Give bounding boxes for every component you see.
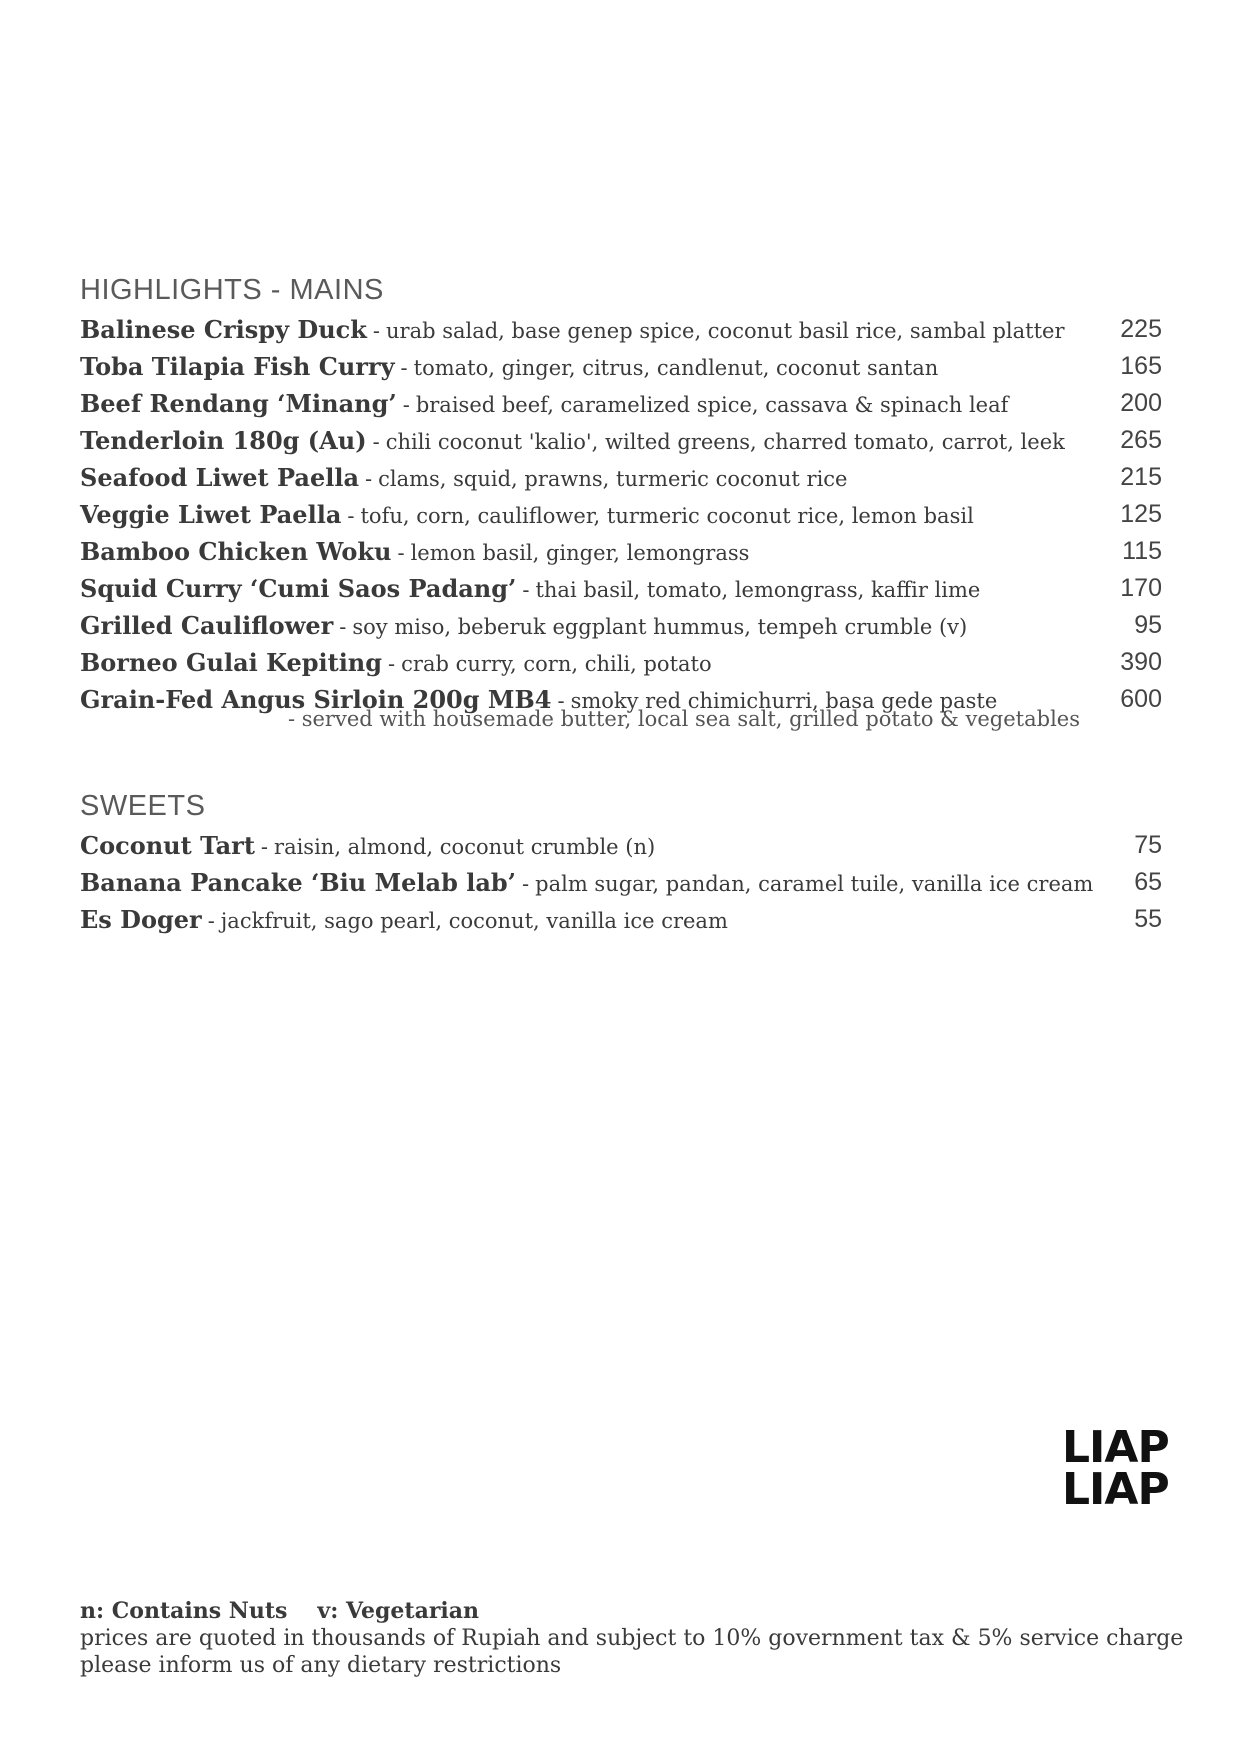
item-description: urab salad, base genep spice, coconut basil rice, sambal platter <box>386 319 1065 343</box>
item-separator: - <box>207 909 215 933</box>
dietary-legend <box>80 1598 1183 1625</box>
item-description: braised beef, caramelized spice, cassava & spinach leaf <box>415 393 1009 417</box>
item-name: Grilled Cauliflower <box>80 611 334 640</box>
liap-liap-logo <box>1062 1422 1169 1515</box>
item-name: Seafood Liwet Paella <box>80 463 359 492</box>
menu-item <box>80 607 1162 644</box>
item-price: 165 <box>1120 352 1162 380</box>
item-separator: - <box>347 504 355 528</box>
menu-item <box>80 496 1162 533</box>
item-name: Veggie Liwet Paella <box>80 500 342 529</box>
sweets-list <box>80 827 1162 938</box>
item-price: 600 <box>1120 685 1162 713</box>
sweets-section <box>80 790 1162 938</box>
item-separator: - <box>365 467 373 491</box>
menu-item <box>80 827 1162 864</box>
item-price: 390 <box>1120 648 1162 676</box>
item-price: 215 <box>1120 463 1162 491</box>
menu-item <box>80 385 1162 422</box>
item-separator: - <box>557 689 565 713</box>
item-description: jackfruit, sago pearl, coconut, vanilla ice cream <box>220 909 728 933</box>
mains-section <box>80 274 1162 730</box>
item-description: crab curry, corn, chili, potato <box>401 652 712 676</box>
item-price: 65 <box>1134 868 1162 896</box>
logo-line-2: LIAP <box>1062 1464 1169 1515</box>
item-name: Toba Tilapia Fish Curry <box>80 352 395 381</box>
menu-item <box>80 533 1162 570</box>
item-name: Banana Pancake ‘Biu Melab lab’ <box>80 868 517 897</box>
menu-item <box>80 348 1162 385</box>
item-price: 200 <box>1120 389 1162 417</box>
item-price: 95 <box>1134 611 1162 639</box>
item-separator: - <box>372 319 380 343</box>
item-price: 75 <box>1134 831 1162 859</box>
item-description: palm sugar, pandan, caramel tuile, vanilla ice cream <box>535 872 1094 896</box>
logo-line-1: LIAP <box>1062 1422 1169 1473</box>
menu-item <box>80 311 1162 348</box>
menu-item <box>80 644 1162 681</box>
item-name: Squid Curry ‘Cumi Saos Padang’ <box>80 574 517 603</box>
menu-item <box>80 459 1162 496</box>
footer-notes <box>80 1598 1183 1679</box>
item-price: 170 <box>1120 574 1162 602</box>
item-description: lemon basil, ginger, lemongrass <box>410 541 750 565</box>
sweets-title: SWEETS <box>80 790 206 822</box>
item-description: chili coconut 'kalio', wilted greens, charred tomato, carrot, leek <box>385 430 1065 454</box>
item-separator: - <box>400 356 408 380</box>
item-name: Bamboo Chicken Woku <box>80 537 392 566</box>
item-price: 125 <box>1120 500 1162 528</box>
item-description: smoky red chimichurri, basa gede paste <box>570 689 998 713</box>
item-description: tofu, corn, cauliflower, turmeric coconut rice, lemon basil <box>360 504 974 528</box>
item-description: raisin, almond, coconut crumble (n) <box>274 835 656 859</box>
dietary-note: please inform us of any dietary restrictions <box>80 1653 562 1678</box>
mains-list <box>80 311 1162 730</box>
item-price: 225 <box>1120 315 1162 343</box>
menu-item <box>80 901 1162 938</box>
item-description: tomato, ginger, citrus, candlenut, coconut santan <box>413 356 939 380</box>
item-description: clams, squid, prawns, turmeric coconut rice <box>378 467 848 491</box>
item-name: Es Doger <box>80 905 202 934</box>
item-price: 55 <box>1134 905 1162 933</box>
item-separator: - <box>260 835 269 859</box>
legend-vegetarian: v: Vegetarian <box>317 1598 480 1624</box>
item-name: Balinese Crispy Duck <box>80 315 367 344</box>
item-name: Grain-Fed Angus Sirloin 200g MB4 <box>80 685 552 714</box>
menu-item <box>80 422 1162 459</box>
menu-item <box>80 681 1162 718</box>
item-name: Borneo Gulai Kepiting <box>80 648 383 677</box>
item-separator: - <box>372 430 380 454</box>
item-separator: - <box>388 652 396 676</box>
pricing-note: prices are quoted in thousands of Rupiah and subject to 10% government tax & 5% service charge <box>80 1626 1184 1651</box>
menu-item <box>80 864 1162 901</box>
sirloin-serving-note: - served with housemade butter, local sea salt, grilled potato & vegetables <box>287 707 1080 731</box>
item-name: Beef Rendang ‘Minang’ <box>80 389 397 418</box>
menu-item <box>80 570 1162 607</box>
item-separator: - <box>397 541 405 565</box>
item-price: 265 <box>1120 426 1162 454</box>
item-price: 115 <box>1122 537 1162 565</box>
item-separator: - <box>339 615 347 639</box>
item-description: soy miso, beberuk eggplant hummus, tempeh crumble (v) <box>352 615 968 639</box>
mains-title: HIGHLIGHTS - MAINS <box>80 274 384 306</box>
item-separator: - <box>522 872 530 896</box>
item-description: thai basil, tomato, lemongrass, kaffir lime <box>535 578 981 602</box>
item-separator: - <box>402 393 410 417</box>
legend-nuts: n: Contains Nuts <box>80 1598 288 1624</box>
item-name: Tenderloin 180g (Au) <box>80 426 367 455</box>
item-separator: - <box>522 578 530 602</box>
item-name: Coconut Tart <box>80 831 255 860</box>
